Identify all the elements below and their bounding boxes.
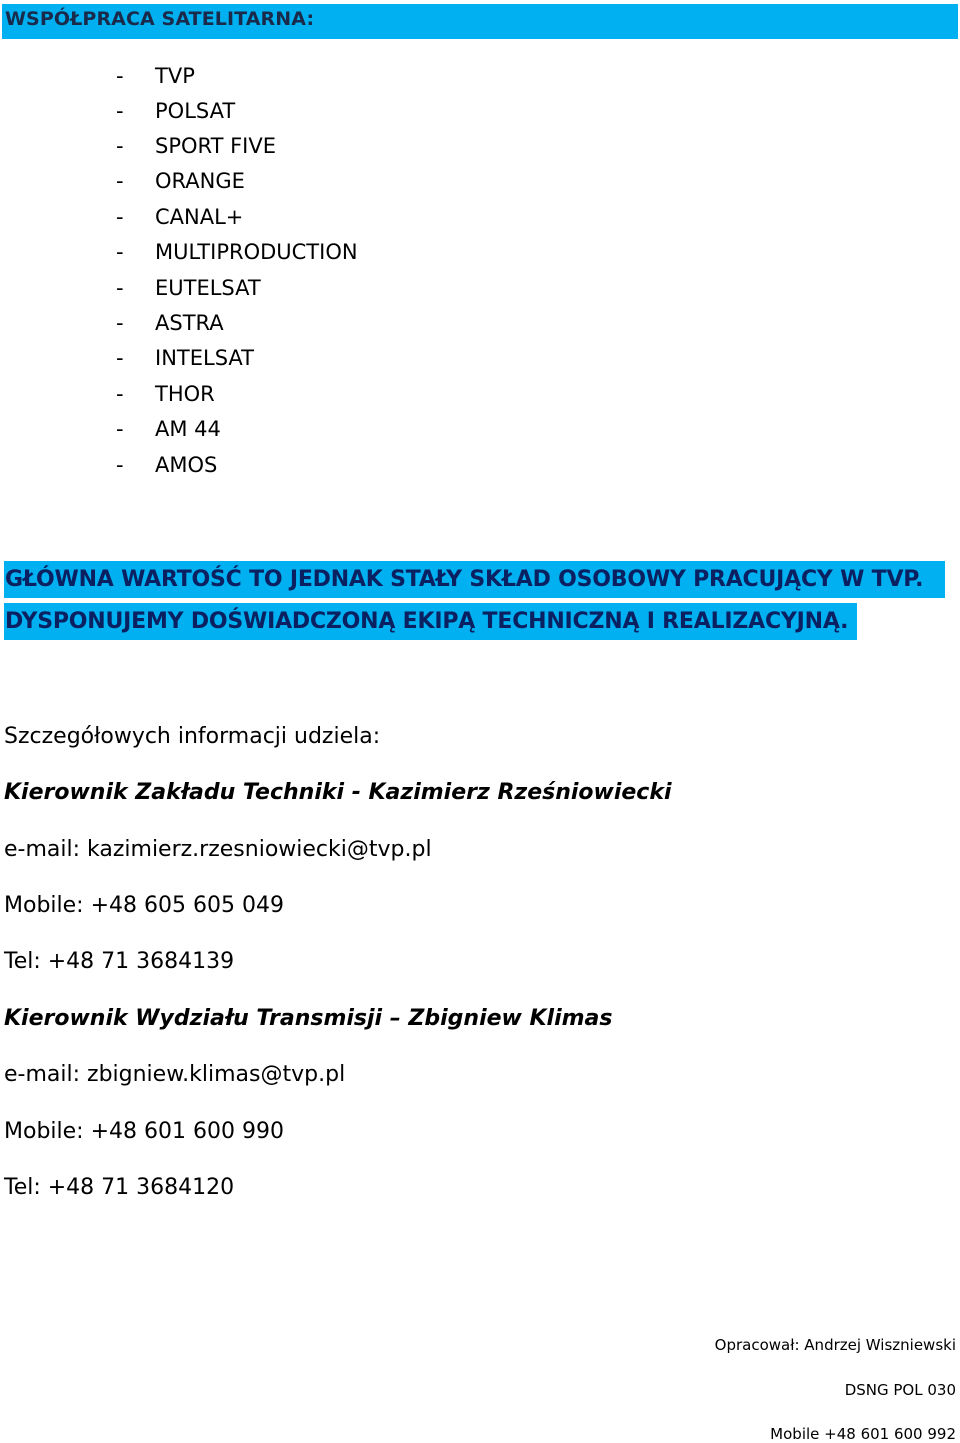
highlight-line-2: DYSPONUJEMY DOŚWIADCZONĄ EKIPĄ TECHNICZNĄ I REALIZACYJNĄ. [4, 603, 857, 640]
contact-person-2-tel: Tel: +48 71 3684120 [4, 1175, 235, 1200]
partner-name: MULTIPRODUCTION [155, 240, 358, 264]
list-item: - SPORT FIVE [116, 134, 276, 158]
contact-person-2-email: e-mail: zbigniew.klimas@tvp.pl [4, 1062, 346, 1087]
contact-person-2-title: Kierownik Wydziału Transmisji – Zbigniew Klimas [4, 1006, 613, 1031]
contact-person-1-email: e-mail: kazimierz.rzesniowiecki@tvp.pl [4, 837, 432, 862]
partner-name: SPORT FIVE [155, 134, 276, 158]
list-item: - TVP [116, 64, 195, 88]
contact-person-2-mobile: Mobile: +48 601 600 990 [4, 1119, 284, 1144]
list-item: - THOR [116, 382, 215, 406]
partner-name: ASTRA [155, 311, 224, 335]
contact-person-1-title: Kierownik Zakładu Techniki - Kazimierz Rześniowiecki [4, 780, 672, 805]
partner-name: AMOS [155, 453, 218, 477]
section-title: WSPÓŁPRACA SATELITARNA: [5, 8, 315, 30]
partner-name: AM 44 [155, 417, 221, 441]
list-item: - EUTELSAT [116, 276, 261, 300]
partner-name: ORANGE [155, 169, 245, 193]
list-item: - ASTRA [116, 311, 224, 335]
highlight-line-1: GŁÓWNA WARTOŚĆ TO JEDNAK STAŁY SKŁAD OSOBOWY PRACUJĄCY W TVP. [4, 561, 945, 598]
contact-intro: Szczegółowych informacji udziela: [4, 724, 381, 749]
footer-mobile: Mobile +48 601 600 992 [770, 1425, 956, 1443]
footer-prepared-by: Opracował: Andrzej Wiszniewski [714, 1336, 956, 1354]
list-item: - ORANGE [116, 169, 245, 193]
partner-name: EUTELSAT [155, 276, 261, 300]
partner-name: TVP [155, 64, 195, 88]
list-item: - MULTIPRODUCTION [116, 240, 358, 264]
partner-name: INTELSAT [155, 346, 254, 370]
partner-name: POLSAT [155, 99, 236, 123]
partner-name: CANAL+ [155, 205, 244, 229]
footer-code: DSNG POL 030 [844, 1381, 956, 1399]
list-item: - CANAL+ [116, 205, 244, 229]
contact-person-1-mobile: Mobile: +48 605 605 049 [4, 893, 284, 918]
list-item: - AM 44 [116, 417, 221, 441]
list-item: - POLSAT [116, 99, 236, 123]
contact-person-1-tel: Tel: +48 71 3684139 [4, 949, 235, 974]
list-item: - INTELSAT [116, 346, 254, 370]
list-item: - AMOS [116, 453, 218, 477]
partner-name: THOR [155, 382, 215, 406]
